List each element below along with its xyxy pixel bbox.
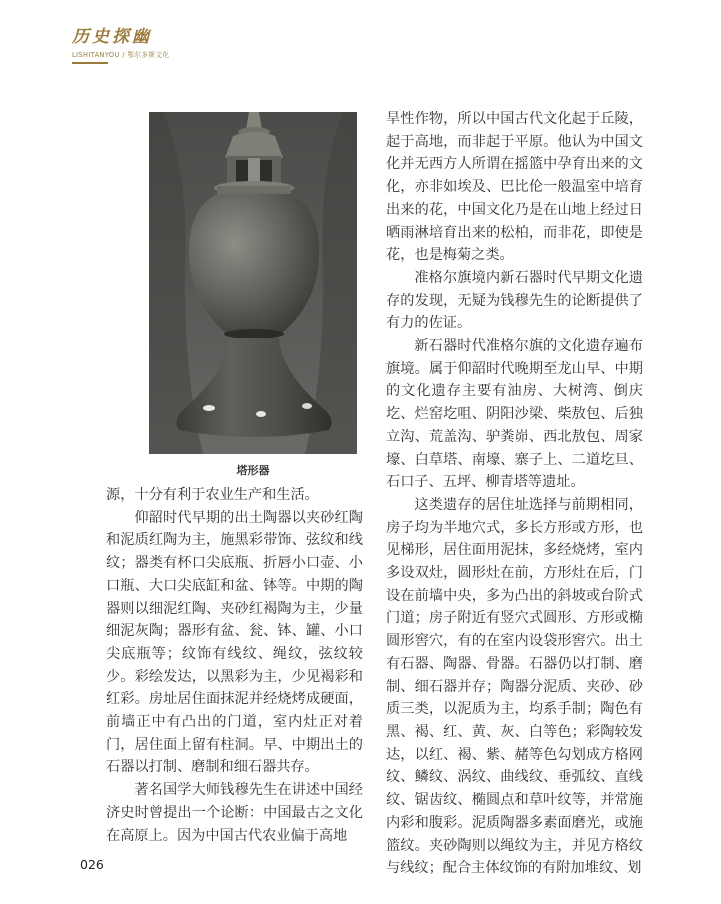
section-subtitle: LISHITANYOU / 鄂尔多斯文化: [72, 51, 170, 59]
paragraph: 新石器时代准格尔旗的文化遗存遍布旗境。属于仰韶时代晚期至龙山早、中期的文化遗存主要有油房、大树湾、倒庆圪、烂窑圪咀、阴阳沙梁、柴敖包、后独立沟、荒盖沟、驴粪峁、西北敖包、周家壕、白草塔、南壕、寨子上、二道圪旦、石口子、五坪、柳青塔等遗址。: [386, 338, 643, 491]
paragraph: 著名国学大师钱穆先生在讲述中国经济史时曾提出一个论断：中国最古之文化在高原上。因为中国古代农业偏于高地: [106, 782, 363, 844]
left-text-column: [106, 484, 363, 847]
paragraph: 仰韶时代早期的出土陶器以夹砂红陶和泥质红陶为主，施黑彩带饰、弦纹和线纹；器类有杯口尖底瓶、折唇小口壶、小口瓶、大口尖底缸和盆、钵等。中期的陶器则以细泥红陶、夹砂红褐陶为主，少量细泥灰陶；器形有盆、瓮、钵、罐、小口尖底瓶等；纹饰有线纹、绳纹，弦纹较少。彩绘发达，以黑彩为主，少见褐彩和红彩。房址居住面抹泥并经烧烤成硬面，前墙正中有凸出的门道，室内灶正对着门，居住面上留有柱洞。早、中期出土的石器以打制、磨制和细石器共存。: [106, 509, 363, 776]
paragraph: 旱性作物，所以中国古代文化起于丘陵，起于高地，而非起于平原。他认为中国文化并无西方人所谓在摇篮中孕育出来的文化，亦非如埃及、巴比伦一般温室中培育出来的花，中国文化乃是在山地上经过日晒雨淋培育出来的松柏，而非花，即使是花，也是梅菊之类。: [386, 111, 643, 264]
pottery-photo: [149, 112, 357, 454]
paragraph: 这类遗存的居住址选择与前期相同，房子均为半地穴式，多长方形或方形，也见梯形，居住面用泥抹，多经烧烤，室内多设双灶，圆形灶在前，方形灶在后，门设在前墙中央，多为凸出的斜坡或台阶式门道；房子附近有竖穴式圆形、方形或椭圆形窖穴，有的在室内设袋形窖穴。出土有石器、陶器、骨器。石器仍以打制、磨制、细石器并存；陶器分泥质、夹砂、砂质三类，以泥质为主，均系手制；陶色有黑、褐、红、黄、灰、白等色；彩陶较发达，以红、褐、紫、赭等色勾划成方格网纹、鳞纹、涡纹、曲线纹、垂弧纹、直线纹、锯齿纹、椭圆点和草叶纹等，并常施内彩和腹彩。泥质陶器多素面磨光，或施篮纹。夹砂陶则以绳纹为主，并见方格纹与线纹；配合主体纹饰的有附加堆纹、划: [386, 496, 643, 877]
figure-caption: 塔形器: [236, 464, 270, 477]
tower-vessel-illustration: [149, 112, 357, 454]
right-text-column: [386, 108, 643, 880]
paragraph: 准格尔旗境内新石器时代早期文化遗存的发现，无疑为钱穆先生的论断提供了有力的佐证。: [386, 269, 643, 332]
page-number: 026: [80, 857, 104, 872]
paragraph: 源，十分有利于农业生产和生活。: [106, 487, 319, 503]
section-title: 历史探幽: [72, 27, 152, 47]
running-header: [72, 22, 232, 72]
header-rule: [72, 62, 108, 64]
